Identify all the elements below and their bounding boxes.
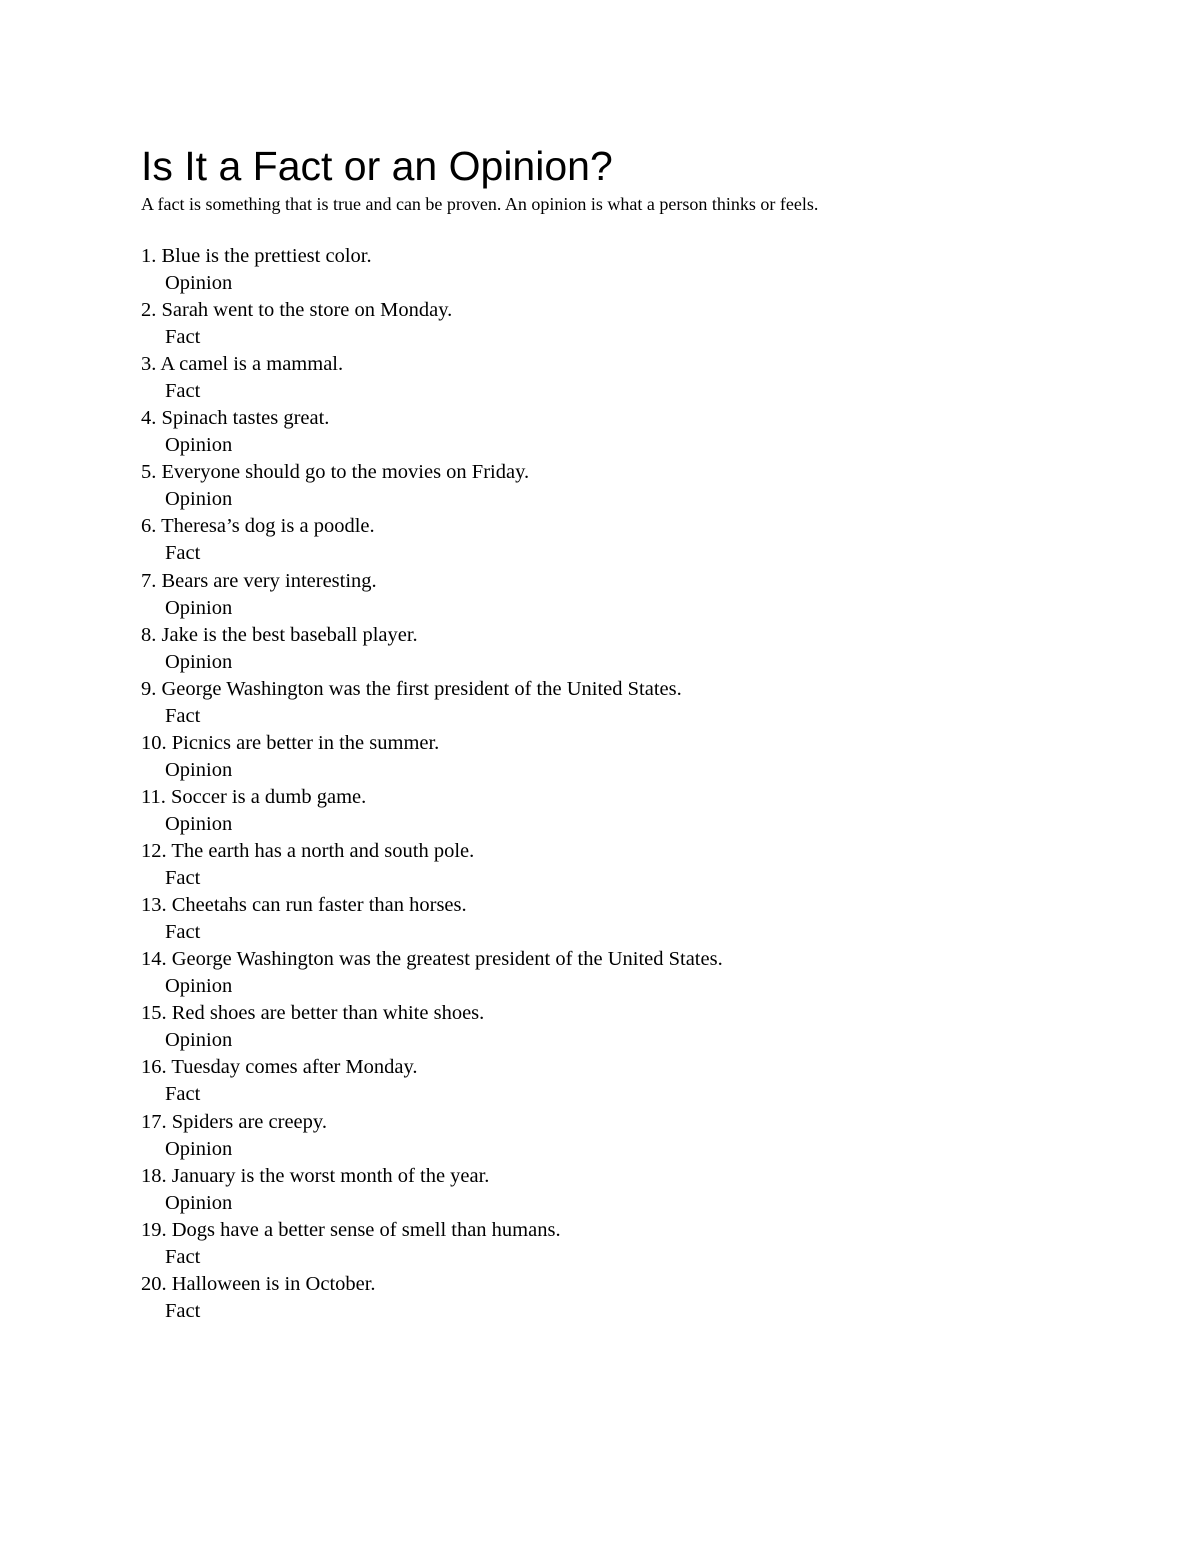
question-line	[141, 568, 723, 595]
question-number: 2.	[141, 299, 157, 322]
page-title: Is It a Fact or an Opinion?	[141, 143, 613, 189]
question-line	[141, 676, 723, 703]
question-number: 20.	[141, 1272, 167, 1295]
question-number: 1.	[141, 245, 157, 267]
question-statement: Picnics are better in the summer.	[171, 731, 440, 754]
question-statement: A camel is a mammal.	[160, 353, 344, 376]
question-answer: Opinion	[165, 758, 233, 781]
question-answer: Fact	[165, 542, 201, 565]
question-answer: Fact	[165, 1083, 201, 1106]
question-statement: Blue is the prettiest color.	[161, 245, 372, 267]
question-item	[141, 1109, 723, 1163]
question-number: 7.	[141, 569, 157, 592]
question-line	[141, 892, 723, 919]
question-item	[141, 784, 723, 838]
question-number: 4.	[141, 407, 157, 430]
question-line	[141, 1000, 723, 1027]
question-line	[141, 459, 723, 486]
question-answer: Opinion	[165, 1191, 233, 1214]
question-statement: Red shoes are better than white shoes.	[171, 1002, 485, 1025]
question-item	[141, 946, 723, 1000]
question-number: 9.	[141, 677, 157, 700]
question-answer: Opinion	[165, 1029, 233, 1052]
question-statement: Spinach tastes great.	[161, 407, 330, 430]
question-number: 8.	[141, 623, 157, 646]
question-answer: Opinion	[165, 975, 233, 998]
question-number: 5.	[141, 461, 157, 484]
question-statement: Tuesday comes after Monday.	[171, 1056, 418, 1079]
question-item	[141, 243, 723, 297]
question-line	[141, 946, 723, 973]
question-item	[141, 1054, 723, 1108]
question-line	[141, 243, 723, 270]
question-answer: Opinion	[165, 1137, 233, 1160]
question-item	[141, 622, 723, 676]
intro-paragraph: A fact is something that is true and can be proven. An opinion is what a person thinks or feels.	[141, 194, 819, 214]
question-item	[141, 1163, 723, 1217]
question-line	[141, 297, 723, 324]
question-statement: The earth has a north and south pole.	[171, 840, 475, 863]
question-item	[141, 513, 723, 567]
question-item	[141, 297, 723, 351]
question-answer: Opinion	[165, 812, 233, 835]
question-number: 17.	[141, 1110, 167, 1133]
question-line	[141, 405, 723, 432]
question-line	[141, 784, 723, 811]
question-item	[141, 1217, 723, 1271]
question-number: 6.	[141, 515, 157, 538]
question-line	[141, 622, 723, 649]
question-statement: Theresa’s dog is a poodle.	[161, 515, 375, 538]
question-number: 14.	[141, 948, 167, 971]
question-answer: Opinion	[165, 434, 233, 457]
question-item	[141, 1000, 723, 1054]
question-list	[141, 243, 723, 1325]
question-answer: Opinion	[165, 272, 233, 294]
question-item	[141, 568, 723, 622]
question-answer: Fact	[165, 1299, 201, 1322]
question-number: 15.	[141, 1002, 167, 1025]
question-statement: Halloween is in October.	[171, 1272, 376, 1295]
question-item	[141, 730, 723, 784]
question-line	[141, 838, 723, 865]
question-line	[141, 730, 723, 757]
question-line	[141, 513, 723, 540]
question-answer: Opinion	[165, 596, 233, 619]
question-answer: Opinion	[165, 488, 233, 511]
question-item	[141, 405, 723, 459]
question-answer: Fact	[165, 921, 201, 944]
question-answer: Fact	[165, 704, 201, 727]
question-line	[141, 1054, 723, 1081]
question-answer: Fact	[165, 867, 201, 890]
question-line	[141, 1271, 723, 1298]
question-item	[141, 459, 723, 513]
question-statement: Bears are very interesting.	[161, 569, 377, 592]
question-statement: Jake is the best baseball player.	[161, 623, 418, 646]
question-answer: Fact	[165, 1245, 201, 1268]
question-line	[141, 351, 723, 378]
question-number: 10.	[141, 731, 167, 754]
question-number: 18.	[141, 1164, 167, 1187]
question-line	[141, 1217, 723, 1244]
question-statement: George Washington was the greatest president of the United States.	[171, 948, 723, 971]
question-statement: Everyone should go to the movies on Friday.	[161, 461, 530, 484]
question-statement: Soccer is a dumb game.	[171, 785, 367, 808]
question-item	[141, 1271, 723, 1325]
question-answer: Opinion	[165, 650, 233, 673]
question-statement: George Washington was the first president of the United States.	[161, 677, 682, 700]
question-line	[141, 1163, 723, 1190]
question-number: 11.	[141, 785, 166, 808]
question-number: 12.	[141, 840, 167, 863]
question-item	[141, 676, 723, 730]
question-number: 13.	[141, 894, 167, 917]
question-item	[141, 351, 723, 405]
question-number: 16.	[141, 1056, 167, 1079]
question-number: 19.	[141, 1218, 167, 1241]
question-item	[141, 892, 723, 946]
question-statement: Sarah went to the store on Monday.	[161, 299, 453, 322]
question-answer: Fact	[165, 380, 201, 403]
question-number: 3.	[141, 353, 157, 376]
question-statement: Cheetahs can run faster than horses.	[171, 894, 467, 917]
question-statement: Spiders are creepy.	[171, 1110, 327, 1133]
question-statement: Dogs have a better sense of smell than humans.	[171, 1218, 561, 1241]
question-line	[141, 1109, 723, 1136]
question-answer: Fact	[165, 326, 201, 349]
question-item	[141, 838, 723, 892]
question-statement: January is the worst month of the year.	[171, 1164, 490, 1187]
